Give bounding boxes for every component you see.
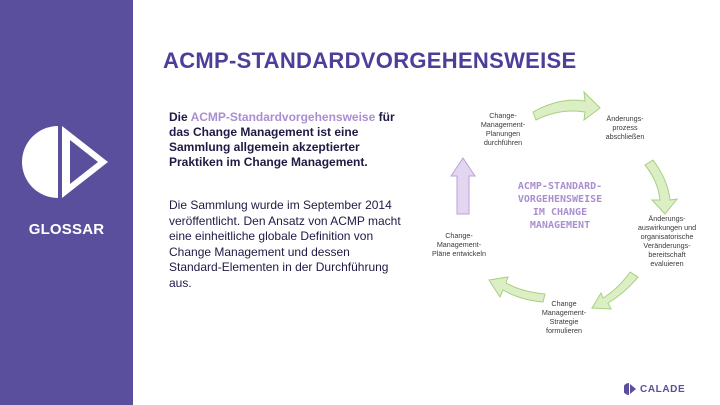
cycle-step-4: Change Management-Strategie formulieren — [541, 299, 587, 335]
intro-highlight: ACMP-Standardvorgehensweise — [190, 110, 376, 124]
cycle-step-1: Change-Management-Planungen durchführen — [480, 111, 526, 147]
calade-logo-icon — [624, 383, 636, 395]
brand-logo — [624, 383, 685, 395]
body-text: Die Sammlung wurde im September 2014 veröffentlicht. Den Ansatz von ACMP macht eine einheitliche globale Definition von Change Management und dessen Standard-Elementen in der Durchführung aus. — [169, 198, 401, 290]
intro-suffix: für das Change Management ist eine Sammlung allgemein akzeptierter Praktiken im Change Management. — [169, 110, 395, 169]
sidebar-label: GLOSSAR — [28, 221, 105, 238]
cycle-step-5: Change-Management-Pläne entwickeln — [432, 231, 486, 258]
cycle-step-2: Änderungs-prozess abschließen — [605, 114, 645, 141]
page-title: ACMP-STANDARDVORGEHENSWEISE — [163, 48, 577, 73]
intro-prefix: Die — [169, 110, 191, 124]
cycle-arrow-top — [533, 92, 600, 120]
cycle-center-label: ACMP-STANDARD-VORGEHENSWEISE IM CHANGE MANAGEMENT — [517, 181, 603, 231]
cycle-arrow-left — [451, 158, 475, 214]
cycle-arrow-right-upper — [645, 160, 677, 214]
brand-name: CALADE — [640, 383, 686, 395]
cycle-step-3: Änderungs-auswirkungen und organisatorische Veränderungs-bereitschaft evaluieren — [637, 214, 697, 268]
cycle-arrow-right-lower — [592, 272, 638, 309]
